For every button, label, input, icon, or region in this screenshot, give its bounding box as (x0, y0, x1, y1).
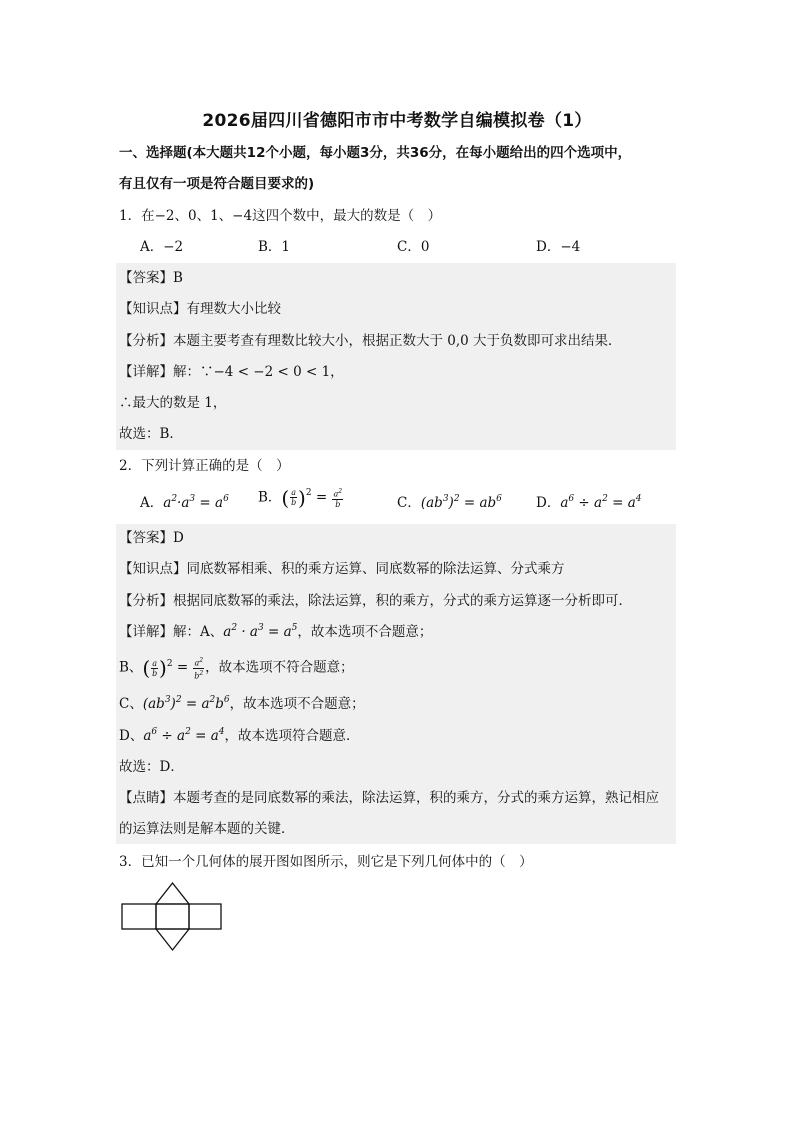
q1-knowledge: 【知识点】有理数大小比较 (119, 301, 281, 317)
net-middle-square (156, 904, 189, 929)
q1-stem: 1．在−2、0、1、−4这四个数中，最大的数是（ ） (119, 208, 442, 224)
net-right-square (189, 904, 221, 929)
net-top-triangle (156, 883, 189, 904)
q1-option-c: C．0 (397, 239, 430, 255)
q2-choose: 故选：D． (119, 759, 184, 775)
q2-stem: 2．下列计算正确的是（ ） (119, 458, 290, 474)
net-bottom-triangle (156, 929, 189, 950)
net-left-square (122, 904, 156, 929)
q1-choose: 故选：B． (119, 426, 183, 442)
page-title: 2026届四川省德阳市市中考数学自编模拟卷（1） (202, 111, 592, 131)
q2-analysis: 【分析】根据同底数幂的乘法，除法运算，积的乘方，分式的乘方运算逐一分析即可． (119, 593, 632, 609)
q1-analysis: 【分析】本题主要考查有理数比较大小，根据正数大于 0,0 大于负数即可求出结果． (119, 333, 622, 349)
section-heading-line2: 有且仅有一项是符合题目要求的) (119, 176, 315, 192)
section-heading-line1: 一、选择题(本大题共12个小题，每小题3分，共36分，在每小题给出的四个选项中， (119, 145, 632, 161)
q2-option-b: B．( $\frac{a}{b}$ )$^2$ = $\frac{a^2}{b}$ (258, 485, 343, 510)
q2-option-c: C．$(ab^3)^2 = ab^6$ (397, 494, 502, 511)
q2-comment-line2: 的运算法则是解本题的关键． (119, 821, 295, 837)
q2-option-a: A．$a^2\cdot a^3 = a^6$ (140, 494, 229, 511)
prism-net-figure (120, 880, 224, 954)
q1-detail-conclusion: ∴最大的数是 1， (119, 395, 227, 411)
q2-detail-a: 【详解】解：A、$a^2 \cdot a^3 = a^5$，故本选项不合题意； (119, 623, 433, 640)
q2-detail-c: C、$(ab^3)^2 = a^2b^6$，故本选项不合题意； (119, 695, 365, 712)
q2-detail-b: B、( $\frac{a}{b}$ )$^2$ = $\frac{a^2}{b^2}$ ，故本选项不符合题意； (119, 656, 354, 681)
q2-option-d: D．$a^6 \div a^2 = a^4$ (536, 494, 642, 511)
q2-detail-d: D、$a^6 \div a^2 = a^4$，故本选项符合题意． (119, 727, 360, 744)
q3-stem: 3．已知一个几何体的展开图如图所示，则它是下列几何体中的（ ） (119, 854, 533, 870)
q1-option-d: D．−4 (536, 239, 581, 255)
q1-detail: 【详解】解：∵−4 < −2 < 0 < 1， (119, 364, 344, 380)
q2-answer: 【答案】D (119, 530, 184, 546)
q1-solution-box (116, 263, 676, 450)
q2-comment-line1: 【点睛】本题考查的是同底数幂的乘法，除法运算，积的乘方，分式的乘方运算，熟记相应 (119, 790, 659, 806)
q2-knowledge: 【知识点】同底数幂相乘、积的乘方运算、同底数幂的除法运算、分式乘方 (119, 561, 565, 577)
q1-option-b: B．1 (258, 239, 291, 255)
q1-option-a: A．−2 (140, 239, 184, 255)
q1-answer: 【答案】B (119, 270, 183, 286)
